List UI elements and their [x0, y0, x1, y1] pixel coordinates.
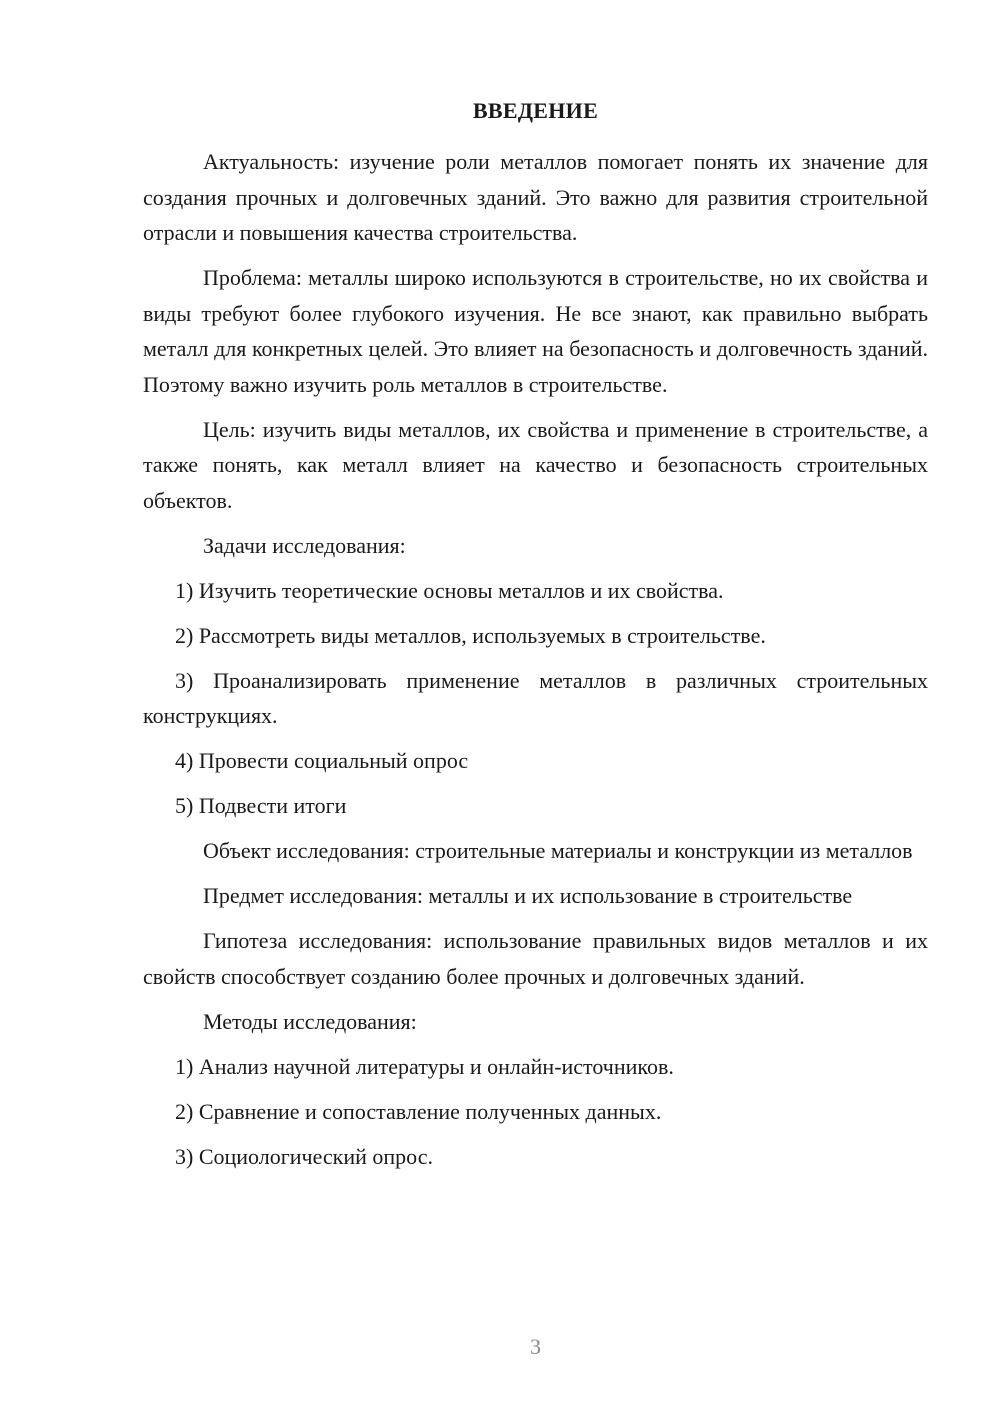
relevance-paragraph: Актуальность: изучение роли металлов помогает понять их значение для создания прочных и долговечных зданий. Это важно для развития строительной отрасли и повышения качества строительства.	[143, 149, 928, 245]
method-item: 3) Социологический опрос.	[175, 1143, 433, 1169]
page-title: ВВЕДЕНИЕ	[472, 98, 599, 123]
tasks-heading: Задачи исследования:	[203, 532, 406, 558]
problem-paragraph: Проблема: металлы широко используются в строительстве, но их свойства и виды требуют более глубокого изучения. Не все знают, как правильно выбрать металл для конкретных целей. Это влияет на безопасность и долговечность зданий. Поэтому важно изучить роль металлов в строительстве.	[143, 265, 928, 397]
object-paragraph: Объект исследования: строительные материалы и конструкции из металлов	[203, 838, 913, 863]
task-item: 2) Рассмотреть виды металлов, используемых в строительстве.	[175, 622, 766, 648]
methods-heading: Методы исследования:	[203, 1008, 417, 1034]
goal-paragraph: Цель: изучить виды металлов, их свойства и применение в строительстве, а также понять, как металл влияет на качество и безопасность строительных объектов.	[143, 416, 928, 513]
task-item: 3) Проанализировать применение металлов в различных строительных конструкциях.	[143, 667, 928, 728]
document-page	[143, 0, 928, 1414]
document-body	[143, 144, 928, 1184]
task-item: 5) Подвести итоги	[175, 793, 347, 818]
method-item: 1) Анализ научной литературы и онлайн-источников.	[175, 1053, 674, 1079]
page-number: 3	[530, 1334, 541, 1359]
task-item: 4) Провести социальный опрос	[175, 748, 469, 773]
subject-paragraph: Предмет исследования: металлы и их использование в строительстве	[203, 883, 853, 908]
hypothesis-paragraph: Гипотеза исследования: использование правильных видов металлов и их свойств способствует созданию более прочных и долговечных зданий.	[143, 928, 928, 989]
task-item: 1) Изучить теоретические основы металлов и их свойства.	[175, 577, 724, 603]
method-item: 2) Сравнение и сопоставление полученных данных.	[175, 1098, 662, 1124]
